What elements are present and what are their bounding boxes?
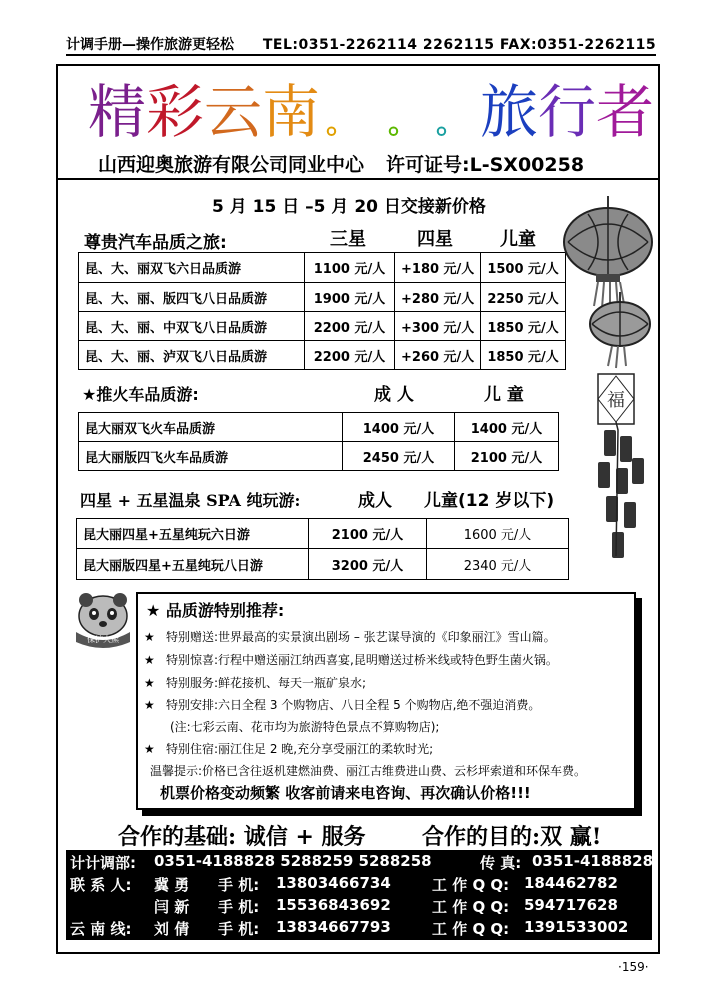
section3-col-adult: 成人 <box>358 491 392 511</box>
section1-col-child: 儿童 <box>500 229 536 250</box>
section1-heading: 尊贵汽车品质之旅: <box>84 233 227 253</box>
contact-name: 冀 勇 <box>154 876 190 894</box>
price-four-star: +180 元/人 <box>395 253 481 283</box>
license-number: 许可证号:L-SX00258 <box>386 154 585 176</box>
title-char-cai: 彩 <box>146 78 205 146</box>
title-char-lv: 旅 <box>480 78 539 146</box>
lantern-decoration <box>558 196 658 576</box>
section2-heading: ★推火车品质游: <box>82 385 199 404</box>
price-child: 1600 元/人 <box>427 519 569 549</box>
header-tel-fax: TEL:0351-2262114 2262115 FAX:0351-2262115 <box>262 37 657 53</box>
section1-table <box>78 252 566 370</box>
qq-label: 工 作 Q Q: <box>432 920 510 938</box>
star-icon: ★ <box>144 742 155 756</box>
price-adult: 2450 元/人 <box>343 442 455 471</box>
title-char-xing: 行 <box>538 78 597 146</box>
price-child: 1400 元/人 <box>455 413 559 442</box>
route-name: 昆大丽版四飞火车品质游 <box>79 442 343 471</box>
mobile-number: 15536843692 <box>276 896 391 914</box>
title-dot-3: 。 <box>436 106 466 141</box>
section3-table <box>76 518 569 580</box>
table-row <box>77 519 569 549</box>
contact-name: 刘 倩 <box>154 920 190 938</box>
mobile-number: 13803466734 <box>276 874 391 892</box>
price-four-star: +280 元/人 <box>395 283 481 312</box>
section2-col-adult: 成 人 <box>374 385 414 405</box>
contact-label: 联 系 人: <box>70 876 132 894</box>
mobile-label: 手 机: <box>218 920 260 938</box>
company-divider <box>56 178 660 180</box>
mobile-number: 13834667793 <box>276 918 391 936</box>
slogan-left: 合作的基础: 诚信 + 服务 <box>118 824 366 850</box>
recommend-item: ★ 特别赠送:世界最高的实景演出剧场 – 张艺谋导演的《印象丽江》雪山篇。 <box>144 630 556 644</box>
mascot-banner-text: 保护大熊 <box>87 635 119 644</box>
price-three-star: 2200 元/人 <box>305 312 395 341</box>
title-char-yun: 云 <box>204 78 263 146</box>
slogan-right: 合作的目的:双 赢! <box>422 824 602 850</box>
qq-label: 工 作 Q Q: <box>432 876 510 894</box>
qq-number: 594717628 <box>524 896 618 914</box>
route-name: 昆、大、丽、泸双飞八日品质游 <box>79 341 305 370</box>
fax-number: 0351-4188828 <box>532 852 654 870</box>
contact-name: 闫 新 <box>154 898 190 916</box>
star-icon: ★ <box>144 676 155 690</box>
star-icon: ★ <box>144 653 155 667</box>
fax-label: 传 真: <box>480 854 522 872</box>
page-number: ·159· <box>618 960 649 974</box>
table-row <box>79 341 566 370</box>
header-divider <box>66 54 656 56</box>
price-adult: 3200 元/人 <box>309 549 427 580</box>
price-child: 1850 元/人 <box>481 312 565 341</box>
title-dot-1: 。 <box>326 106 356 141</box>
qq-number: 184462782 <box>524 874 618 892</box>
section3-col-child: 儿童(12 岁以下) <box>424 491 555 511</box>
table-row <box>79 283 566 312</box>
title-char-zhe: 者 <box>596 78 655 146</box>
panda-mascot-icon <box>70 590 136 652</box>
mobile-label: 手 机: <box>218 876 260 894</box>
company-line <box>98 150 606 177</box>
recommend-item: ★ 特别惊喜:行程中赠送丽江纳西喜宴,昆明赠送过桥米线或特色野生菌火锅。 <box>144 653 558 667</box>
route-name: 昆大丽版四星+五星纯玩八日游 <box>77 549 309 580</box>
price-child: 1850 元/人 <box>481 341 565 370</box>
title-dot-2: 。 <box>388 106 418 141</box>
route-name: 昆、大、丽、版四飞八日品质游 <box>79 283 305 312</box>
table-row <box>77 549 569 580</box>
recommend-item: ★ 特别服务:鲜花接机、每天一瓶矿泉水; <box>144 676 367 690</box>
company-name: 山西迎奥旅游有限公司同业中心 <box>98 154 365 176</box>
price-four-star: +260 元/人 <box>395 341 481 370</box>
star-icon: ★ <box>144 630 155 644</box>
price-child: 1500 元/人 <box>481 253 565 283</box>
route-name: 昆、大、丽双飞六日品质游 <box>79 253 305 283</box>
qq-number: 1391533002 <box>524 918 629 936</box>
recommend-title: ★ 品质游特别推荐: <box>146 601 285 620</box>
mobile-label: 手 机: <box>218 898 260 916</box>
dispatch-label: 计计调部: <box>70 854 136 872</box>
route-name: 昆大丽四星+五星纯玩六日游 <box>77 519 309 549</box>
recommend-item: ★ 特别安排:六日全程 3 个购物店、八日全程 5 个购物店,绝不强迫消费。 <box>144 698 541 712</box>
firecracker-icon <box>598 430 644 558</box>
price-three-star: 1100 元/人 <box>305 253 395 283</box>
route-name: 昆、大、丽、中双飞八日品质游 <box>79 312 305 341</box>
route-name: 昆大丽双飞火车品质游 <box>79 413 343 442</box>
section2-table <box>78 412 559 471</box>
contact-row-person-3 <box>70 918 650 940</box>
contact-row-person-2 <box>70 896 650 918</box>
price-three-star: 2200 元/人 <box>305 341 395 370</box>
section2-col-child: 儿 童 <box>484 385 524 405</box>
fu-character: 福 <box>607 390 625 411</box>
price-three-star: 1900 元/人 <box>305 283 395 312</box>
page-title <box>88 76 658 148</box>
contact-row-person-1 <box>70 874 650 896</box>
table-row <box>79 312 566 341</box>
section1-col-four-star: 四星 <box>417 229 453 250</box>
lantern-icon <box>564 196 652 310</box>
table-row <box>79 442 559 471</box>
price-adult: 2100 元/人 <box>309 519 427 549</box>
price-child: 2250 元/人 <box>481 283 565 312</box>
table-row <box>79 253 566 283</box>
price-adult: 1400 元/人 <box>343 413 455 442</box>
date-line: 5 月 15 日 –5 月 20 日交接新价格 <box>212 197 486 217</box>
price-four-star: +300 元/人 <box>395 312 481 341</box>
price-child: 2100 元/人 <box>455 442 559 471</box>
lantern-icon <box>590 292 650 368</box>
top-header <box>66 34 656 54</box>
qq-label: 工 作 Q Q: <box>432 898 510 916</box>
table-row <box>79 413 559 442</box>
contact-row-dispatch <box>70 852 654 874</box>
dispatch-phones: 0351-4188828 5288259 5288258 <box>154 852 432 870</box>
star-icon: ★ <box>144 698 155 712</box>
title-char-nan: 南 <box>262 78 321 146</box>
price-warning: 机票价格变动频繁 收客前请来电咨询、再次确认价格!!! <box>160 784 531 802</box>
price-child: 2340 元/人 <box>427 549 569 580</box>
yunnan-line-label: 云 南 线: <box>70 920 132 938</box>
contact-block <box>66 850 652 940</box>
title-char-jing: 精 <box>88 78 147 146</box>
header-slogan: 计调手册—操作旅游更轻松 <box>66 37 234 53</box>
recommend-note: (注:七彩云南、花市均为旅游特色景点不算购物店); <box>170 720 440 734</box>
recommend-item: ★ 特别住宿:丽江住足 2 晚,充分享受丽江的柔软时光; <box>144 742 434 756</box>
recommend-tip: 温馨提示:价格已含往返机建燃油费、丽江古维费进山费、云杉坪索道和环保车费。 <box>150 764 587 778</box>
section3-heading: 四星 + 五星温泉 SPA 纯玩游: <box>80 491 301 510</box>
section1-col-three-star: 三星 <box>330 229 366 250</box>
